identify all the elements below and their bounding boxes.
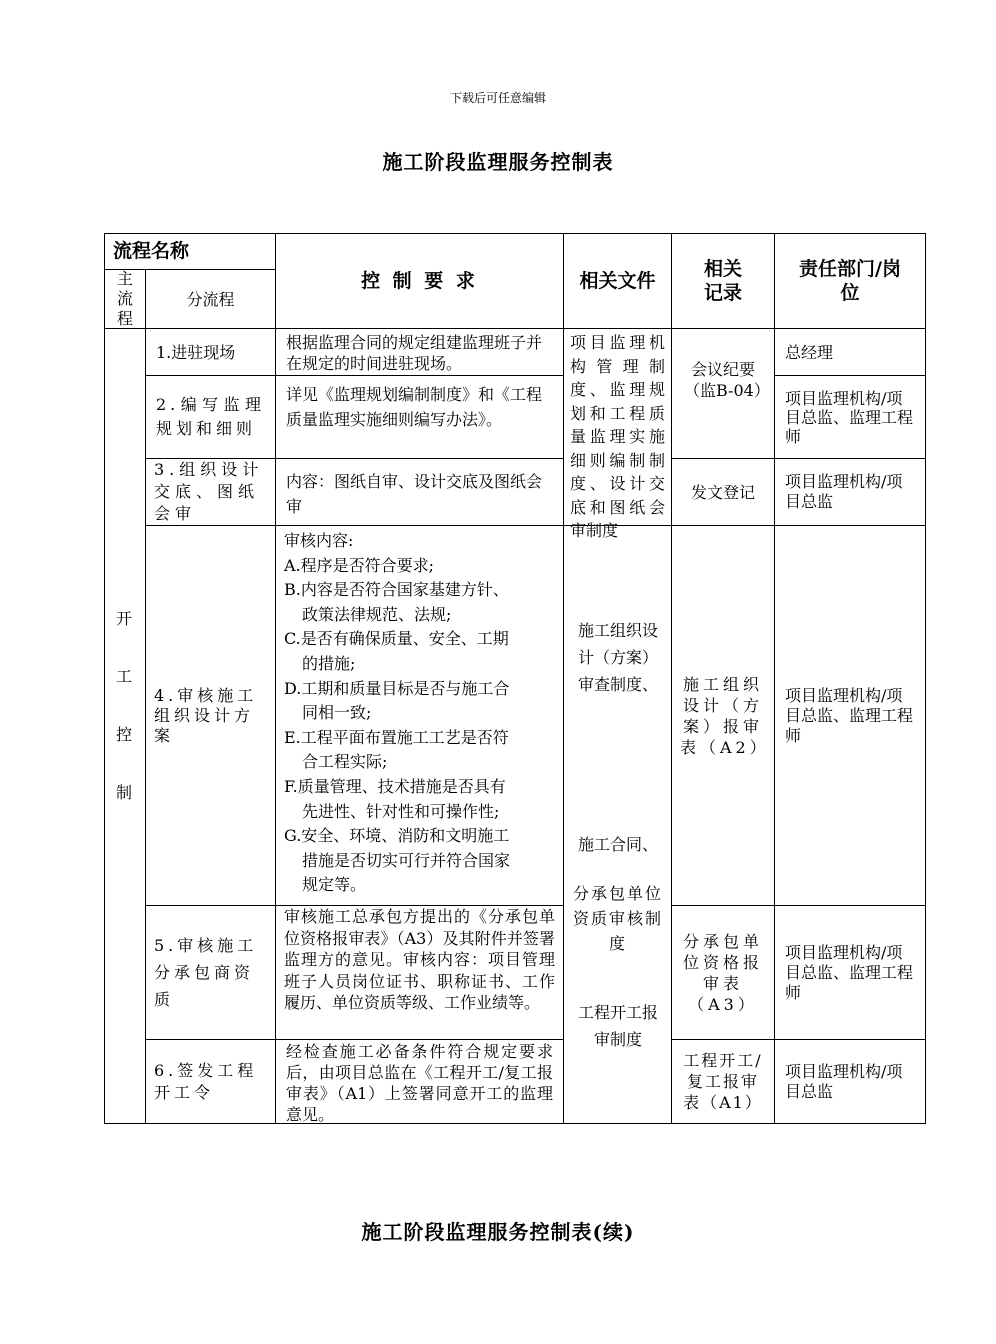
continued-title: 施工阶段监理服务控制表(续)	[361, 1220, 635, 1244]
requirement-6: 经检查施工必备条件符合规定要求后，由项目总监在《工程开工/复工报审表》（A1）上签署同意开工的监理意见。	[275, 1039, 564, 1124]
department-4: 项目监理机构/项目总监、监理工程师	[774, 525, 926, 906]
record-5: 分承包单位资格报审表（A3）	[671, 905, 775, 1040]
sub-process-2: 2.编写监理规划和细则	[145, 375, 276, 459]
sub-process-4: 4.审核施工组织设计方案	[145, 525, 276, 906]
department-3: 项目监理机构/项目总监	[774, 458, 926, 526]
requirement-4-line: 合工程实际;	[302, 752, 388, 772]
requirement-4-line: 规定等。	[302, 875, 367, 895]
department-2: 项目监理机构/项目总监、监理工程师	[774, 375, 926, 459]
header-main-process: 主流程	[104, 269, 146, 329]
documents-group-2	[563, 525, 672, 1124]
documents-group-2-c: 分承包单位资质审核制度	[572, 884, 663, 953]
requirement-4	[275, 525, 564, 906]
department-5: 项目监理机构/项目总监、监理工程师	[774, 905, 926, 1040]
sub-process-1: 1.进驻现场	[145, 328, 276, 376]
documents-group-2-a: 施工组织设计（方案）审查制度、	[577, 621, 658, 694]
requirement-4-line: 政策法律规范、法规;	[302, 604, 452, 624]
records-group-1-a: 会议纪要（监B-04）	[671, 328, 775, 459]
requirement-3: 内容：图纸自审、设计交底及图纸会审	[275, 458, 564, 526]
header-records: 相关记录	[671, 233, 775, 329]
requirement-1: 根据监理合同的规定组建监理班子并在规定的时间进驻现场。	[275, 328, 564, 376]
requirement-4-line: 的措施;	[302, 653, 356, 673]
header-documents: 相关文件	[563, 233, 672, 329]
main-process-label: 开工控制	[104, 328, 146, 1124]
requirement-4-line: A.程序是否符合要求;	[284, 555, 435, 575]
sub-process-6: 6.签发工程开工令	[145, 1039, 276, 1124]
requirement-4-line: 审核内容:	[284, 531, 354, 550]
header-note: 下载后可任意编辑	[449, 91, 546, 105]
requirement-5: 审核施工总承包方提出的《分承包单位资格报审表》（A3）及其附件并签署监理方的意见。审核内容：项目管理班子人员岗位证书、职称证书、工作履历、单位资质等级、工作业绩等。	[275, 905, 564, 1040]
documents-group-2-d: 工程开工报审制度	[577, 1003, 658, 1049]
requirement-4-line: B.内容是否符合国家基建方针、	[284, 580, 509, 600]
record-4: 施工组织设计（方案）报审表（A2）	[671, 525, 775, 906]
requirement-4-line: G.安全、环境、消防和文明施工	[284, 826, 510, 846]
sub-process-3: 3.组织设计交底、图纸会审	[145, 458, 276, 526]
requirement-4-line: F.质量管理、技术措施是否具有	[284, 776, 506, 796]
requirement-4-line: E.工程平面布置施工工艺是否符	[284, 727, 509, 747]
requirement-4-line: 先进性、针对性和可操作性;	[302, 801, 500, 821]
header-process-name: 流程名称	[104, 233, 276, 270]
record-6: 工程开工/复工报审表（A1）	[671, 1039, 775, 1124]
page-title: 施工阶段监理服务控制表	[382, 150, 614, 174]
requirement-2: 详见《监理规划编制制度》和《工程质量监理实施细则编写办法》。	[275, 375, 564, 459]
documents-group-1: 项目监理机构管理制度、监理规划和工程质量监理实施细则编制制度、设计交底和图纸会审制度	[563, 328, 672, 526]
header-requirements: 控 制 要 求	[275, 233, 564, 329]
requirement-4-line: 同相一致;	[302, 703, 372, 723]
requirement-4-line: 措施是否切实可行并符合国家	[302, 850, 511, 870]
records-group-1-b: 发文登记	[671, 458, 775, 526]
header-sub-process: 分流程	[145, 269, 276, 329]
requirement-4-line: D.工期和质量目标是否与施工合	[284, 678, 510, 698]
department-6: 项目监理机构/项目总监	[774, 1039, 926, 1124]
header-department: 责任部门/岗位	[774, 233, 926, 329]
department-1: 总经理	[774, 328, 926, 376]
documents-group-2-b: 施工合同、	[577, 835, 658, 854]
sub-process-5: 5.审核施工分承包商资质	[145, 905, 276, 1040]
requirement-4-line: C.是否有确保质量、安全、工期	[284, 629, 509, 649]
